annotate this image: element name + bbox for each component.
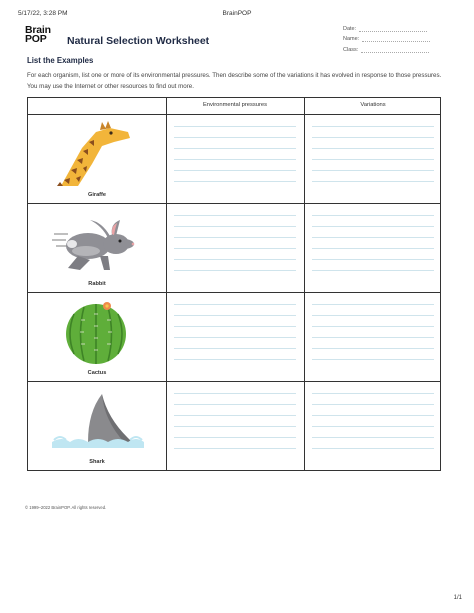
class-field[interactable] [343,42,430,53]
page-number: 1/1 [453,595,462,601]
writing-line [174,415,296,416]
writing-line [312,181,434,182]
writing-line [312,270,434,271]
writing-line [174,404,296,405]
writing-line [174,148,296,149]
writing-line [174,437,296,438]
giraffe-icon [56,120,136,188]
header-divider [28,114,440,115]
writing-line [174,215,296,216]
header-variations: Variations [360,102,386,108]
writing-line [312,437,434,438]
name-label: Name: [343,36,360,42]
logo-line-1: Brain [25,24,51,36]
name-line [362,35,430,42]
worksheet-title: Natural Selection Worksheet [67,35,210,47]
writing-line [174,170,296,171]
rabbit-icon [50,218,146,276]
organism-label-cactus: Cactus [87,370,107,376]
writing-line [312,426,434,427]
section-title: List the Examples [27,56,94,65]
writing-line [174,259,296,260]
writing-line [312,170,434,171]
class-line [361,46,429,53]
writing-line [312,359,434,360]
writing-line [174,348,296,349]
writing-line [174,126,296,127]
writing-line [174,426,296,427]
row-divider [28,203,440,204]
writing-line [174,237,296,238]
writing-line [312,259,434,260]
writing-line [174,359,296,360]
instructions: For each organism, list one or more of its environmental pressures. Then describe some of the variations it has evolved in response to those pressures. You may use the Internet or other resources to find out more. [27,72,442,90]
examples-table [27,97,441,471]
writing-line [174,137,296,138]
writing-line [174,304,296,305]
writing-line [174,270,296,271]
copyright-notice: © 1999–2022 BrainPOP. All rights reserved. [25,505,107,510]
organism-label-rabbit: Rabbit [88,281,106,287]
date-label: Date: [343,25,357,32]
writing-line [174,326,296,327]
row-divider [28,381,440,382]
writing-line [312,237,434,238]
writing-line [174,337,296,338]
writing-line [312,404,434,405]
writing-line [312,159,434,160]
brainpop-logo [25,26,51,44]
student-info-fields [343,21,430,53]
writing-line [312,415,434,416]
writing-line [312,315,434,316]
logo-line-2: POP [25,33,47,45]
writing-line [312,393,434,394]
writing-line [312,137,434,138]
writing-line [312,348,434,349]
row-divider [28,292,440,293]
shark-fin-icon [48,390,148,452]
writing-line [312,304,434,305]
writing-line [174,181,296,182]
writing-line [312,448,434,449]
print-timestamp: 5/17/22, 3:28 PM [18,10,68,17]
writing-line [174,248,296,249]
writing-line [312,337,434,338]
cactus-icon [63,298,129,366]
writing-line [174,448,296,449]
writing-line [174,226,296,227]
column-divider [304,98,305,470]
column-divider [166,98,167,470]
class-label: Class: [343,46,359,53]
writing-line [312,226,434,227]
date-field[interactable] [343,21,430,32]
writing-line [174,315,296,316]
writing-line [174,159,296,160]
organism-label-giraffe: Giraffe [87,192,107,198]
print-page-title: BrainPOP [222,10,252,17]
writing-line [174,393,296,394]
writing-line [312,326,434,327]
writing-line [312,248,434,249]
name-field[interactable] [343,32,430,43]
header-environmental-pressures: Environmental pressures [202,102,268,108]
writing-line [312,215,434,216]
organism-label-shark: Shark [89,459,105,465]
writing-line [312,126,434,127]
date-line [359,25,427,32]
writing-line [312,148,434,149]
